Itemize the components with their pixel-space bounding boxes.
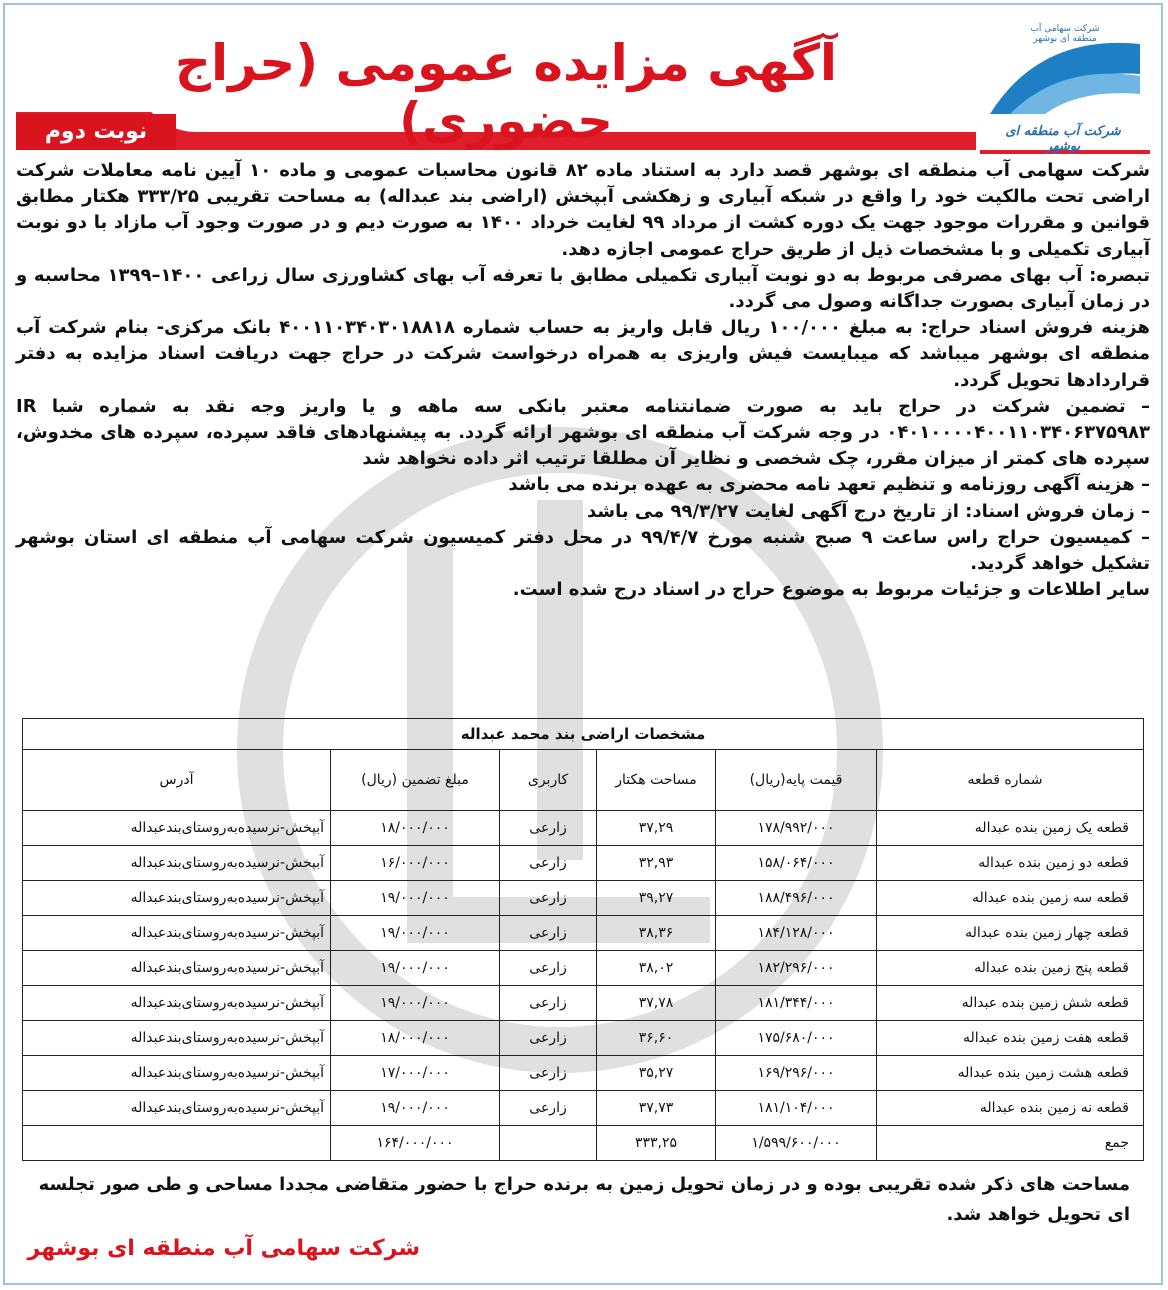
total-deposit: ۱۶۴/۰۰۰/۰۰۰ — [331, 1126, 500, 1161]
cell-plot: قطعه پنج زمین بنده عبداله — [877, 951, 1144, 986]
cell-price: ۱۸۱/۱۰۴/۰۰۰ — [716, 1091, 877, 1126]
body-paragraph-other-info: سایر اطلاعات و جزئیات مربوط به موضوع حراج در اسناد درج شده است. — [512, 579, 1150, 601]
cell-use: زارعی — [500, 1021, 597, 1056]
cell-area: ۳۷,۲۹ — [597, 811, 716, 846]
table-row — [23, 1056, 1144, 1091]
cell-plot: قطعه سه زمین بنده عبداله — [877, 881, 1144, 916]
header-address: آدرس — [23, 750, 331, 811]
cell-address: آبپخش-نرسیده‌به‌روستای‌بندعبداله — [23, 1056, 331, 1091]
cell-address: آبپخش-نرسیده‌به‌روستای‌بندعبداله — [23, 881, 331, 916]
cell-deposit: ۱۸/۰۰۰/۰۰۰ — [331, 811, 500, 846]
body-paragraph-commission: – کمیسیون حراج راس ساعت ۹ صبح شنبه مورخ ۹۹/۴/۷ در محل دفتر کمیسیون شرکت سهامی آب منطقه ای استان بوشهر تشکیل خواهد گردید. — [16, 526, 1150, 575]
cell-address: آبپخش-نرسیده‌به‌روستای‌بندعبداله — [23, 916, 331, 951]
cell-use: زارعی — [500, 846, 597, 881]
cell-address: آبپخش-نرسیده‌به‌روستای‌بندعبداله — [23, 986, 331, 1021]
cell-price: ۱۶۹/۲۹۶/۰۰۰ — [716, 1056, 877, 1091]
header-plot: شماره قطعه — [877, 750, 1144, 811]
table-row — [23, 811, 1144, 846]
cell-plot: قطعه دو زمین بنده عبداله — [877, 846, 1144, 881]
cell-area: ۳۶,۶۰ — [597, 1021, 716, 1056]
cell-address: آبپخش-نرسیده‌به‌روستای‌بندعبداله — [23, 846, 331, 881]
logo-caption: شرکت آب منطقه ای بوشهر — [1005, 124, 1121, 154]
cell-area: ۳۲,۹۳ — [597, 846, 716, 881]
cell-price: ۱۸۴/۱۲۸/۰۰۰ — [716, 916, 877, 951]
advert-body — [16, 158, 1150, 603]
cell-plot: قطعه هشت زمین بنده عبداله — [877, 1056, 1144, 1091]
header-deposit: مبلغ تضمین (ریال) — [331, 750, 500, 811]
cell-area: ۳۵,۲۷ — [597, 1056, 716, 1091]
cell-plot: قطعه هفت زمین بنده عبداله — [877, 1021, 1144, 1056]
table-total-row — [23, 1126, 1144, 1161]
cell-address: آبپخش-نرسیده‌به‌روستای‌بندعبداله — [23, 1021, 331, 1056]
total-address-empty — [23, 1126, 331, 1161]
cell-use: زارعی — [500, 1091, 597, 1126]
body-paragraph-guarantee: – تضمین شرکت در حراج باید به صورت ضمانتنامه معتبر بانکی سه ماهه و یا واریز وجه نقد به شماره شبا IR ۰۴۰۱۰۰۰۰۴۰۰۱۱۰۳۴۰۶۳۷۵۹۸۳ در وجه شرکت آب منطقه ای بوشهر ارائه گردد. به پیشنهادهای فاقد سپرده، سپرده های مخدوش، سپرده های کمتر از میزان مقرر، چک شخصی و نظایر آن مطلقا ترتیب اثر داده نخواهد شد — [16, 395, 1150, 470]
cell-price: ۱۸۱/۳۴۴/۰۰۰ — [716, 986, 877, 1021]
cell-address: آبپخش-نرسیده‌به‌روستای‌بندعبداله — [23, 1091, 331, 1126]
total-area: ۳۳۳,۲۵ — [597, 1126, 716, 1161]
cell-area: ۳۸,۰۲ — [597, 951, 716, 986]
cell-deposit: ۱۹/۰۰۰/۰۰۰ — [331, 986, 500, 1021]
total-label: جمع — [877, 1126, 1144, 1161]
cell-plot: قطعه شش زمین بنده عبداله — [877, 986, 1144, 1021]
cell-deposit: ۱۹/۰۰۰/۰۰۰ — [331, 1091, 500, 1126]
table-row — [23, 1021, 1144, 1056]
company-logo — [980, 14, 1150, 154]
table-row — [23, 846, 1144, 881]
cell-area: ۳۹,۲۷ — [597, 881, 716, 916]
cell-price: ۱۸۸/۴۹۶/۰۰۰ — [716, 881, 877, 916]
body-paragraph-intro: شرکت سهامی آب منطقه ای بوشهر قصد دارد به استناد ماده ۸۲ قانون محاسبات عمومی و ماده ۱۰ آیین نامه معاملات شرکت اراضی تحت مالکیت خود را واقع در شبکه آبیاری و زهکشی آبپخش (اراضی بند عبداله) به مساحت تقریبی ۳۳۳/۲۵ هکتار مطابق قوانین و مقررات موجود جهت یک دوره کشت از مرداد ۹۹ لغایت خرداد ۱۴۰۰ به صورت دیم و در صورت وجود آب مازاد با دو نوبت آبیاری تکمیلی و با مشخصات ذیل از طریق حراج عمومی اجازه دهد. — [16, 160, 1151, 260]
land-table — [22, 718, 1144, 1161]
cell-use: زارعی — [500, 881, 597, 916]
header-price: قیمت پایه(ریال) — [716, 750, 877, 811]
body-paragraph-note: تبصره: آب بهای مصرفی مربوط به دو نوبت آبیاری تکمیلی مطابق با تعرفه آب بهای کشاورزی سال زراعی ۱۴۰۰–۱۳۹۹ محاسبه و در زمان آبیاری بصورت جداگانه وصول می گردد. — [16, 264, 1151, 313]
cell-area: ۳۷,۷۸ — [597, 986, 716, 1021]
cell-plot: قطعه نه زمین بنده عبداله — [877, 1091, 1144, 1126]
table-caption: مشخصات اراضی بند محمد عبداله — [23, 719, 1144, 750]
footer-note: مساحت های ذکر شده تقریبی بوده و در زمان تحویل زمین به برنده حراج با حضور متقاضی مجددا مساحی و طی صور تجلسه ای تحویل خواهد شد. — [38, 1174, 1130, 1225]
table-row — [23, 951, 1144, 986]
cell-use: زارعی — [500, 951, 597, 986]
cell-use: زارعی — [500, 811, 597, 846]
table-row — [23, 916, 1144, 951]
header-area: مساحت هکتار — [597, 750, 716, 811]
cell-deposit: ۱۹/۰۰۰/۰۰۰ — [331, 881, 500, 916]
cell-deposit: ۱۶/۰۰۰/۰۰۰ — [331, 846, 500, 881]
cell-area: ۳۷,۷۳ — [597, 1091, 716, 1126]
water-drop-logo-icon — [980, 14, 1150, 124]
round-badge: نوبت دوم — [16, 114, 176, 150]
cell-price: ۱۵۸/۰۶۴/۰۰۰ — [716, 846, 877, 881]
body-paragraph-sale-period: – زمان فروش اسناد: از تاریخ درج آگهی لغایت ۹۹/۳/۲۷ می باشد — [587, 500, 1150, 522]
body-paragraph-ad-cost: – هزینه آگهی روزنامه و تنظیم تعهد نامه محضری به عهده برنده می باشد — [508, 474, 1150, 496]
cell-use: زارعی — [500, 1056, 597, 1091]
cell-price: ۱۷۸/۹۹۲/۰۰۰ — [716, 811, 877, 846]
company-signature: شرکت سهامی آب منطقه ای بوشهر — [27, 1236, 420, 1261]
header-use: کاربری — [500, 750, 597, 811]
cell-price: ۱۷۵/۶۸۰/۰۰۰ — [716, 1021, 877, 1056]
cell-address: آبپخش-نرسیده‌به‌روستای‌بندعبداله — [23, 951, 331, 986]
total-use-empty — [500, 1126, 597, 1161]
logo-top-text: شرکت سهامی آب منطقه ای بوشهر — [1030, 24, 1100, 44]
body-paragraph-docs-fee: هزینه فروش اسناد حراج: به مبلغ ۱۰۰/۰۰۰ ریال قابل واریز به حساب شماره ۴۰۰۱۱۰۳۴۰۳۰۱۸۸۱۸ بانک مرکزی- بنام شرکت آب منطقه ای بوشهر میباشد که میبایست فیش واریزی به همراه درخواست شرکت در حراج جهت دریافت اسناد مزایده به دفتر قراردادها تحویل گردد. — [16, 317, 1150, 391]
cell-deposit: ۱۹/۰۰۰/۰۰۰ — [331, 951, 500, 986]
cell-deposit: ۱۸/۰۰۰/۰۰۰ — [331, 1021, 500, 1056]
cell-address: آبپخش-نرسیده‌به‌روستای‌بندعبداله — [23, 811, 331, 846]
cell-plot: قطعه چهار زمین بنده عبداله — [877, 916, 1144, 951]
table-header-row — [23, 750, 1144, 811]
cell-area: ۳۸,۳۶ — [597, 916, 716, 951]
cell-use: زارعی — [500, 916, 597, 951]
cell-price: ۱۸۲/۲۹۶/۰۰۰ — [716, 951, 877, 986]
table-row — [23, 986, 1144, 1021]
header — [16, 14, 1150, 154]
cell-plot: قطعه یک زمین بنده عبداله — [877, 811, 1144, 846]
cell-deposit: ۱۹/۰۰۰/۰۰۰ — [331, 916, 500, 951]
cell-deposit: ۱۷/۰۰۰/۰۰۰ — [331, 1056, 500, 1091]
table-row — [23, 881, 1144, 916]
total-price: ۱/۵۹۹/۶۰۰/۰۰۰ — [716, 1126, 877, 1161]
cell-use: زارعی — [500, 986, 597, 1021]
table-row — [23, 1091, 1144, 1126]
land-table-wrapper — [22, 718, 1144, 1150]
page-title: آگهی مزایده عمومی (حراج حضوری) — [174, 34, 838, 150]
